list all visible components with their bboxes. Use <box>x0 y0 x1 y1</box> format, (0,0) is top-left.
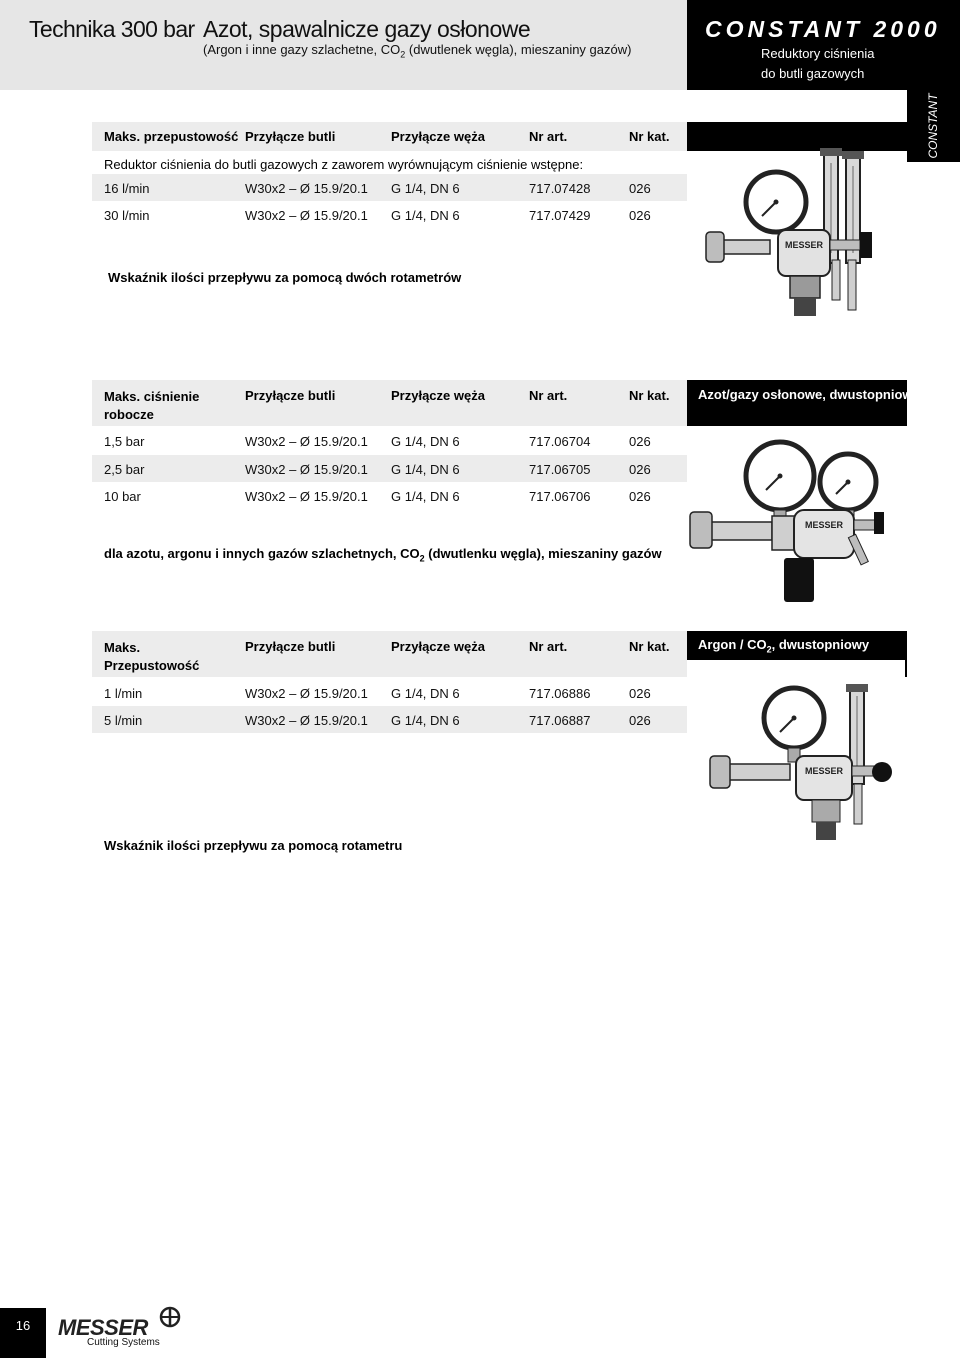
regulator-brand-label: MESSER <box>784 240 824 250</box>
table2-col-art: Nr art. <box>529 388 568 403</box>
table1-row1-hose: G 1/4, DN 6 <box>391 181 460 196</box>
table1-caption: Wskaźnik ilości przepływu za pomocą dwóch rotametrów <box>108 270 462 285</box>
table2-row1-cylinder: W30x2 – Ø 15.9/20.1 <box>245 434 368 449</box>
table3-col-flow: Maks. Przepustowość <box>104 640 200 673</box>
table3-col-cat: Nr kat. <box>629 639 670 654</box>
table1-col-cylinder: Przyłącze butli <box>245 129 336 144</box>
table2-col-cylinder: Przyłącze butli <box>245 388 336 403</box>
table1-subheading: Reduktor ciśnienia do butli gazowych z zaworem wyrównującym ciśnienie wstępne: <box>104 157 584 172</box>
table2-row1-cat: 026 <box>629 434 651 449</box>
table-row <box>92 706 687 733</box>
table3-col-art: Nr art. <box>529 639 568 654</box>
table1-row1-cylinder: W30x2 – Ø 15.9/20.1 <box>245 181 368 196</box>
table1-black-bar <box>687 122 907 151</box>
table2-row1-pressure: 1,5 bar <box>104 434 145 449</box>
table2-row2-pressure: 2,5 bar <box>104 462 145 477</box>
table3-row2-art: 717.06887 <box>529 713 591 728</box>
table1-row1-cat: 026 <box>629 181 651 196</box>
table2-row1-hose: G 1/4, DN 6 <box>391 434 460 449</box>
regulator-two-rotameters-image <box>700 148 890 323</box>
table2-caption: dla azotu, argonu i innych gazów szlachetnych, $CO_2$ (dwutlenku węgla), mieszaniny gazów <box>104 546 662 564</box>
table1-row2-cat: 026 <box>629 208 651 223</box>
table1-row2-hose: G 1/4, DN 6 <box>391 208 460 223</box>
regulator-one-rotameter-image <box>700 684 900 844</box>
table3-row1-cylinder: W30x2 – Ø 15.9/20.1 <box>245 686 368 701</box>
table1-col-flow: Maks. przepustowość <box>104 129 239 144</box>
table1-col-art: Nr art. <box>529 129 568 144</box>
table3-label-rule <box>905 660 907 677</box>
logo-tagline: Cutting Systems <box>87 1337 160 1348</box>
brand-title: CONSTANT 2000 <box>705 16 941 42</box>
messer-logo-text: MESSER <box>58 1315 148 1340</box>
table1-row2-art: 717.07429 <box>529 208 591 223</box>
table3-caption: Wskaźnik ilości przepływu za pomocą rotametru <box>104 838 403 853</box>
table3-col-hose: Przyłącze węża <box>391 639 485 654</box>
page-title: Azot, spawalnicze gazy osłonowe <box>203 16 531 42</box>
table2-col-pressure: Maks. ciśnienie robocze <box>104 389 200 422</box>
table2-row3-pressure: 10 bar <box>104 489 141 504</box>
table2-row2-cylinder: W30x2 – Ø 15.9/20.1 <box>245 462 368 477</box>
table2-row2-art: 717.06705 <box>529 462 591 477</box>
table3-col-cylinder: Przyłącze butli <box>245 639 336 654</box>
table2-row1-art: 717.06704 <box>529 434 591 449</box>
section-title: Technika 300 bar <box>29 16 195 42</box>
side-tab <box>907 90 960 162</box>
table3-row1-cat: 026 <box>629 686 651 701</box>
table3-row2-hose: G 1/4, DN 6 <box>391 713 460 728</box>
table2-label: Azot/gazy osłonowe, dwustopniowy <box>698 387 920 402</box>
table2-row3-art: 717.06706 <box>529 489 591 504</box>
side-tab-label: CONSTANT <box>926 93 940 159</box>
table3-row1-hose: G 1/4, DN 6 <box>391 686 460 701</box>
regulator-brand-label: MESSER <box>804 520 844 530</box>
regulator-brand-label: MESSER <box>804 766 844 776</box>
table1-row2-flow: 30 l/min <box>104 208 150 223</box>
table1-row2-cylinder: W30x2 – Ø 15.9/20.1 <box>245 208 368 223</box>
table2-col-cat: Nr kat. <box>629 388 670 403</box>
table-row <box>92 174 687 201</box>
table2-row3-cylinder: W30x2 – Ø 15.9/20.1 <box>245 489 368 504</box>
table3-row1-flow: 1 l/min <box>104 686 143 701</box>
messer-logo <box>58 1305 183 1339</box>
table3-row2-cylinder: W30x2 – Ø 15.9/20.1 <box>245 713 368 728</box>
table1-row1-art: 717.07428 <box>529 181 591 196</box>
table2-row3-hose: G 1/4, DN 6 <box>391 489 460 504</box>
table2-row2-hose: G 1/4, DN 6 <box>391 462 460 477</box>
page-subtitle: (Argon i inne gazy szlachetne, $CO_2$ (dwutlenek węgla), mieszaniny gazów) <box>203 42 632 60</box>
brand-subtitle: Reduktory ciśnienia do butli gazowych <box>761 46 875 81</box>
table2-col-hose: Przyłącze węża <box>391 388 485 403</box>
table1-col-hose: Przyłącze węża <box>391 129 485 144</box>
table1-col-cat: Nr kat. <box>629 129 670 144</box>
table2-row2-cat: 026 <box>629 462 651 477</box>
table-row <box>92 455 687 482</box>
page-number-box <box>0 1308 46 1358</box>
table3-row1-art: 717.06886 <box>529 686 591 701</box>
table3-row2-cat: 026 <box>629 713 651 728</box>
page-number: 16 <box>15 1318 31 1333</box>
table2-row3-cat: 026 <box>629 489 651 504</box>
table3-label: Argon / $CO_2$, dwustopniowy <box>698 637 870 655</box>
regulator-two-gauges-image <box>688 436 903 606</box>
table1-row1-flow: 16 l/min <box>104 181 150 196</box>
table3-row2-flow: 5 l/min <box>104 713 143 728</box>
